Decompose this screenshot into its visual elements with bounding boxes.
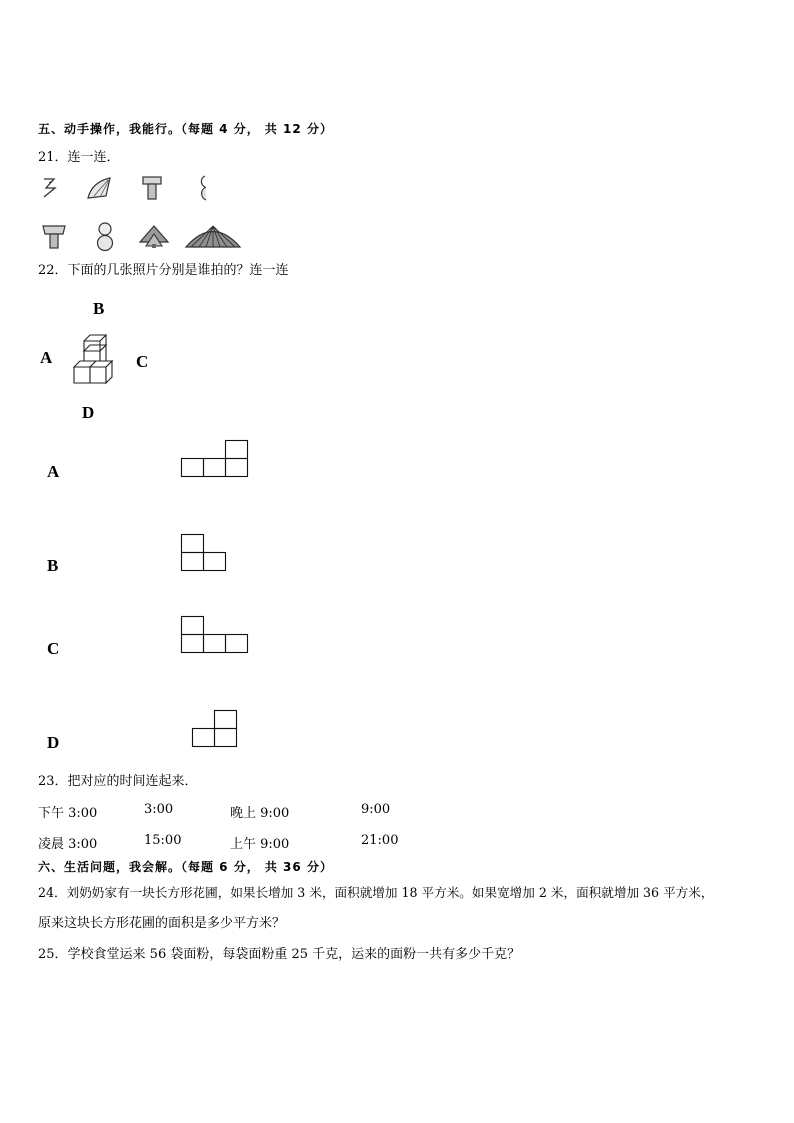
snowman-fragment-icon bbox=[195, 174, 211, 202]
position-label-left: A bbox=[40, 348, 53, 367]
time-cell: 15:00 bbox=[144, 833, 182, 848]
view-a-grid bbox=[181, 440, 251, 480]
question-24-line-2: 原来这块长方形花圃的面积是多少平方米？ bbox=[38, 916, 286, 931]
section-5-heading: 五、动手操作，我能行。（每题 4 分， 共 12 分） bbox=[38, 122, 333, 136]
section-6-heading: 六、生活问题，我会解。（每题 6 分， 共 36 分） bbox=[38, 860, 333, 874]
time-cell: 21:00 bbox=[361, 833, 399, 848]
view-label-b: B bbox=[47, 556, 59, 575]
position-label-top: B bbox=[93, 299, 105, 318]
view-b-grid bbox=[181, 534, 229, 572]
stool-icon bbox=[41, 224, 67, 250]
stool-fragment-icon bbox=[141, 175, 163, 201]
position-label-bottom: D bbox=[82, 403, 95, 422]
time-cell: 下午 3:00 bbox=[38, 806, 98, 821]
question-23-prompt: 23．把对应的时间连起来． bbox=[38, 774, 198, 789]
umbrella-fragment-icon bbox=[86, 176, 114, 200]
position-label-right: C bbox=[136, 352, 149, 371]
view-c-grid bbox=[181, 616, 251, 656]
question-24-line-1: 24．刘奶奶家有一块长方形花圃，如果长增加 3 米，面积就增加 18 平方米。如果宽增加 2 米，面积就增加 36 平方米， bbox=[38, 885, 714, 900]
time-cell: 上午 9:00 bbox=[230, 837, 290, 852]
view-label-a: A bbox=[47, 462, 60, 481]
view-d-grid bbox=[192, 710, 240, 750]
question-25-text: 25．学校食堂运来 56 袋面粉，每袋面粉重 25 千克，运来的面粉一共有多少千克？ bbox=[38, 947, 521, 962]
view-label-d: D bbox=[47, 733, 60, 752]
lightning-fragment-icon bbox=[40, 177, 60, 199]
view-label-c: C bbox=[47, 639, 60, 658]
time-cell: 3:00 bbox=[144, 802, 174, 817]
cube-stack-figure bbox=[72, 335, 120, 387]
time-cell: 晚上 9:00 bbox=[230, 806, 290, 821]
tree-icon bbox=[138, 224, 170, 250]
umbrella-icon bbox=[184, 222, 242, 250]
snowman-icon bbox=[96, 222, 114, 252]
time-cell: 9:00 bbox=[361, 802, 391, 817]
question-21-prompt: 21．连一连． bbox=[38, 150, 120, 165]
question-22-prompt: 22．下面的几张照片分别是谁拍的？连一连 bbox=[38, 263, 289, 278]
time-cell: 凌晨 3:00 bbox=[38, 837, 98, 852]
